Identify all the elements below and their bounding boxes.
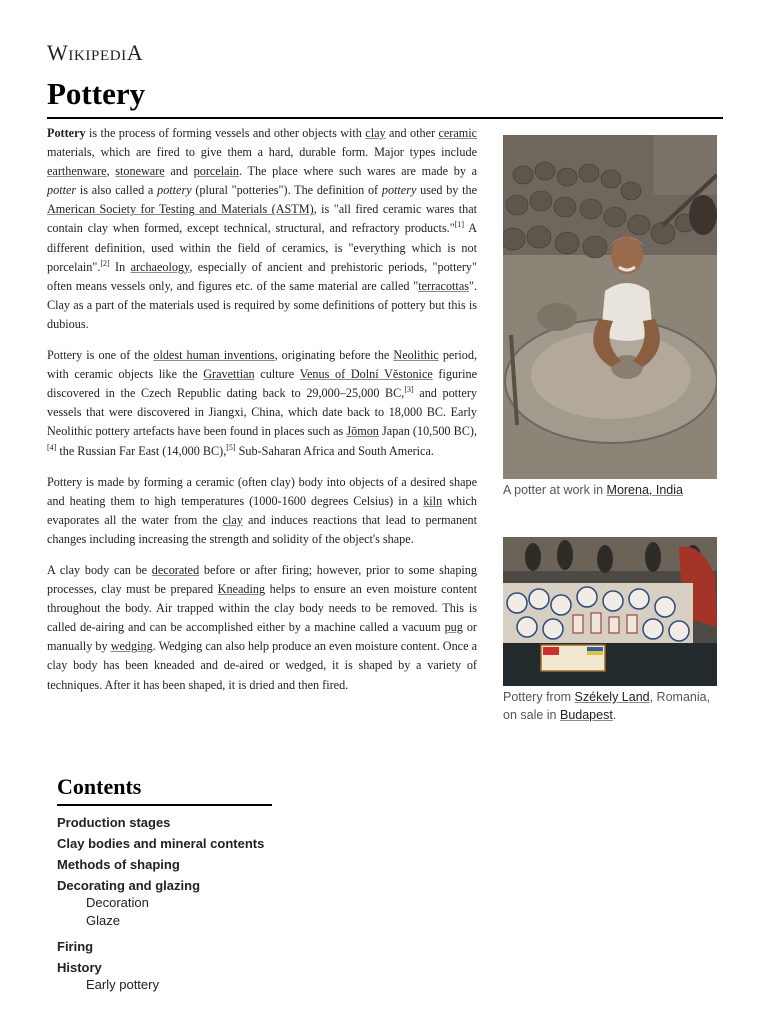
- toc-item-history[interactable]: History: [57, 960, 102, 975]
- link-morena[interactable]: Morena, India: [606, 483, 683, 497]
- link-szekely-land[interactable]: Székely Land: [574, 690, 650, 704]
- link-terracottas[interactable]: terracottas: [418, 278, 469, 293]
- market-figure: [503, 537, 717, 724]
- link-gravettian[interactable]: Gravettian: [203, 367, 255, 382]
- toc-heading: Contents: [57, 774, 272, 806]
- reference-5[interactable]: [5]: [226, 442, 236, 452]
- link-archaeology[interactable]: archaeology: [130, 259, 190, 274]
- intro-paragraph: Pottery is the process of forming vessels and other objects with clay and other ceramic materials, which are fired to give them a hard, durable form. Major types include earthenware, stoneware and porcelain. The place where such wares are made by a potter is also called a pottery (plural "potteries"). The definition of pottery used by the American Society for Testing and Materials (ASTM), is "all fired ceramic wares that contain clay when formed, except technical, structural, and refractory products."[1] A different definition, used within the field of ceramics, is "everything which is not porcelain".[2] In archaeology, especially of ancient and prehistoric periods, "pottery" often means vessels only, and figures etc. of the same material are called "terracottas". Clay as a part of the materials used is required by some definitions of pottery but this is dubious.: [47, 126, 478, 331]
- toc-item-glaze[interactable]: Glaze: [86, 913, 120, 928]
- link-kneading[interactable]: Kneading: [217, 582, 266, 597]
- toc-item-methods-of-shaping[interactable]: Methods of shaping: [57, 857, 180, 872]
- link-ceramic[interactable]: ceramic: [438, 126, 478, 140]
- reference-1[interactable]: [1]: [454, 220, 465, 230]
- reference-2[interactable]: [2]: [100, 258, 110, 268]
- market-caption: Pottery from Székely Land, Romania, on sale in Budapest.: [503, 690, 711, 722]
- process-paragraph: Pottery is made by forming a ceramic (often clay) body into objects of a desired shape and heating them to high temperatures (1000-1600 degrees Celsius) in a kiln which evaporates all the water from the clay and induces reactions that lead to permanent changes including increasing the strength and solidity of the object's shape.: [47, 474, 477, 546]
- logo-last-letter: A: [126, 40, 144, 65]
- title-divider: [47, 117, 723, 119]
- toc-item-clay-bodies[interactable]: Clay bodies and mineral contents: [57, 836, 265, 851]
- logo-first-letter: W: [47, 40, 69, 65]
- preparation-paragraph: A clay body can be decorated before or after firing; however, prior to some shaping processes, clay must be prepared Kneading helps to ensure an even moisture content throughout the body. Air trapped within the clay body needs to be removed. This is called de-airing and can be accomplished either by a machine called a vacuum pug or manually by wedging. Wedging can also help produce an even moisture content. Once a clay body has been kneaded and de-aired or wedged, it is shaped by a variety of techniques. After it has been shaped, it is dried and then fired.: [47, 562, 477, 692]
- link-stoneware[interactable]: stoneware: [115, 164, 165, 179]
- potter-figure: [503, 135, 717, 499]
- market-photo-illustration: [503, 537, 717, 686]
- toc-item-decorating-and-glazing[interactable]: Decorating and glazing: [57, 878, 201, 893]
- logo-middle-letters: ikipedi: [68, 40, 127, 65]
- potter-photo[interactable]: [503, 135, 717, 479]
- reference-3[interactable]: [3]: [404, 385, 414, 395]
- link-porcelain[interactable]: porcelain: [193, 164, 239, 179]
- link-neolithic[interactable]: Neolithic: [393, 348, 439, 363]
- page-title: Pottery: [47, 76, 146, 111]
- link-pug[interactable]: pug: [444, 620, 463, 635]
- bold-term: Pottery: [47, 126, 86, 140]
- potter-photo-illustration: [503, 135, 717, 479]
- link-decorated[interactable]: decorated: [151, 562, 200, 577]
- link-oldest-inventions[interactable]: oldest human inventions: [153, 348, 275, 363]
- link-clay-2[interactable]: clay: [222, 512, 243, 527]
- link-clay[interactable]: clay: [365, 126, 386, 140]
- reference-4[interactable]: [4]: [47, 442, 57, 452]
- history-paragraph: Pottery is one of the oldest human inventions, originating before the Neolithic period, with ceramic objects like the Gravettian culture Venus of Dolní Věstonice figurine discovered in the Czech Republic dating back to 29,000–25,000 BC,[3] and pottery vessels that were discovered in Jiangxi, China, which date back to 18,000 BC. Early Neolithic pottery artefacts have been found in places such as Jōmon Japan (10,500 BC),[4] the Russian Far East (14,000 BC),[5] Sub-Saharan Africa and South America.: [47, 348, 478, 458]
- link-kiln[interactable]: kiln: [423, 493, 443, 508]
- link-astm[interactable]: American Society for Testing and Materials (ASTM): [47, 202, 314, 217]
- table-of-contents: [57, 774, 272, 994]
- link-budapest[interactable]: Budapest: [559, 708, 613, 722]
- toc-item-decoration[interactable]: Decoration: [86, 895, 149, 910]
- link-wedging[interactable]: wedging: [110, 639, 153, 654]
- link-jomon[interactable]: Jōmon: [346, 424, 379, 439]
- toc-item-production-stages[interactable]: Production stages: [57, 815, 171, 830]
- toc-item-firing[interactable]: Firing: [57, 939, 94, 954]
- potter-caption: A potter at work in Morena, India: [503, 483, 683, 497]
- link-earthenware[interactable]: earthenware: [47, 164, 107, 179]
- article-body: [47, 124, 477, 707]
- wikipedia-logo[interactable]: [47, 40, 143, 66]
- toc-item-early-pottery[interactable]: Early pottery: [86, 977, 159, 992]
- link-venus[interactable]: Venus of Dolní Věstonice: [299, 367, 433, 382]
- market-photo[interactable]: [503, 537, 717, 686]
